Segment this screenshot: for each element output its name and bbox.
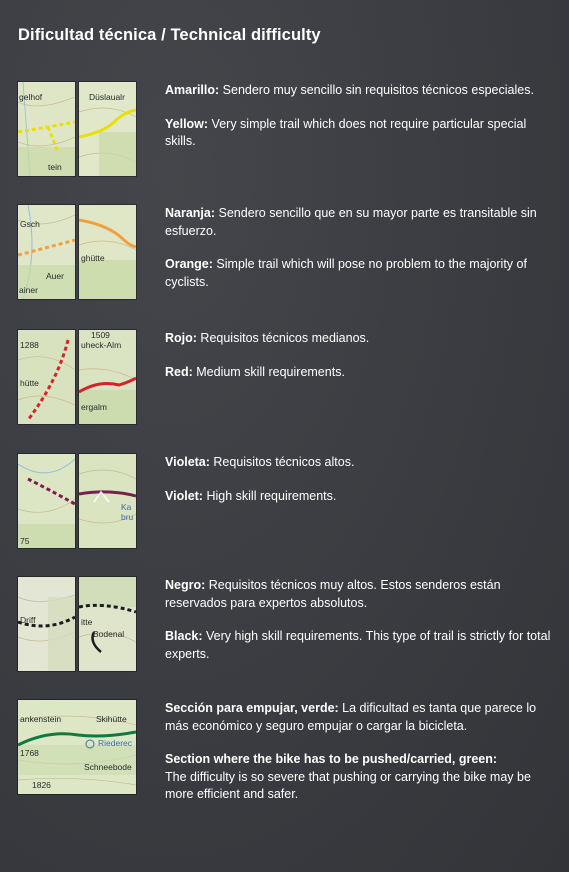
description-en: Violet: High skill requirements. <box>165 488 337 503</box>
map-label: ergalm <box>81 402 107 412</box>
label-en: Violet: <box>165 488 203 503</box>
description-en: Black: Very high skill requirements. This type of trail is strictly for total experts. <box>165 629 551 661</box>
map-thumbnail-green <box>18 700 136 794</box>
map-thumbnail-black-right <box>79 577 136 671</box>
label-es: Rojo: <box>165 331 197 345</box>
label-en: Red: <box>165 364 193 379</box>
description-es: Naranja: Sendero sencillo que en su mayor parte es transitable sin esfuerzo. <box>165 206 537 238</box>
map-label: Gsch <box>20 219 40 229</box>
map-label: gelhof <box>19 92 43 102</box>
map-label: Riederec <box>98 738 133 748</box>
description-en: Yellow: Very simple trail which does not require particular special skills. <box>165 116 527 148</box>
description-orange <box>165 205 560 307</box>
description-yellow <box>165 82 560 167</box>
map-label: 1768 <box>20 748 39 758</box>
description-es: Rojo: Requisitos técnicos medianos. <box>165 331 370 345</box>
map-thumbnail-violet-right <box>79 454 136 548</box>
map-label: hütte <box>20 378 39 388</box>
map-label: itte <box>81 617 93 627</box>
map-thumbnail-violet-left <box>18 454 75 548</box>
map-label: 75 <box>20 536 30 546</box>
label-es: Negro: <box>165 578 206 592</box>
description-en: Orange: Simple trail which will pose no problem to the majority of cyclists. <box>165 257 527 289</box>
description-red <box>165 330 560 397</box>
map-thumbnail-yellow-right <box>79 82 136 176</box>
map-label: uheck-Alm <box>81 340 122 350</box>
map-label: Bodenal <box>93 629 125 639</box>
map-label: Auer <box>46 271 64 281</box>
map-thumbnail-red-right <box>79 330 136 424</box>
description-es: Amarillo: Sendero muy sencillo sin requisitos técnicos especiales. <box>165 83 534 97</box>
map-label: ainer <box>19 285 38 295</box>
label-es: Naranja: <box>165 206 216 220</box>
map-label: 1288 <box>20 340 39 350</box>
map-label: ankenstein <box>20 714 62 724</box>
map-label: Schneebode <box>84 762 132 772</box>
map-thumbnail-yellow-left <box>18 82 75 176</box>
map-label: Ka <box>121 502 132 512</box>
map-label: 1826 <box>32 780 51 790</box>
description-es: Negro: Requisitos técnicos muy altos. Estos senderos están reservados para expertos absolutos. <box>165 578 501 610</box>
label-en: Orange: <box>165 257 213 271</box>
description-violet <box>165 454 560 521</box>
map-thumbnail-orange-right <box>79 205 136 299</box>
map-label: bru <box>121 512 134 522</box>
description-en: Red: Medium skill requirements. <box>165 364 345 379</box>
map-label: Skihütte <box>96 714 127 724</box>
label-en: Black: <box>165 629 203 643</box>
map-label: Düslaualr <box>89 92 125 102</box>
map-label: ghütte <box>81 253 105 263</box>
map-label: tein <box>48 162 62 172</box>
label-es: Amarillo: <box>165 83 220 97</box>
page-title: Dificultad técnica / Technical difficulty <box>18 26 321 44</box>
description-en: Section where the bike has to be pushed/carried, green: The difficulty is so severe that pushing or carrying the bike may be more efficient and safer. <box>165 752 531 801</box>
description-es: Violeta: Requisitos técnicos altos. <box>165 455 355 469</box>
label-en: Yellow: <box>165 116 209 131</box>
description-es: Sección para empujar, verde: La dificultad es tanta que parece lo más económico y seguro empujar o cargar la bicicleta. <box>165 701 537 733</box>
map-thumbnail-orange-left <box>18 205 75 299</box>
description-black <box>165 577 560 679</box>
map-thumbnail-black-left <box>18 577 75 671</box>
label-es: Violeta: <box>165 455 210 469</box>
description-green-push <box>165 700 560 804</box>
map-thumbnail-red-left <box>18 330 75 424</box>
map-label: 1509 <box>91 330 110 340</box>
label-es: Sección para empujar, verde: <box>165 701 339 715</box>
label-en: Section where the bike has to be pushed/carried, green: <box>165 752 498 766</box>
map-label: Driff <box>20 615 36 625</box>
